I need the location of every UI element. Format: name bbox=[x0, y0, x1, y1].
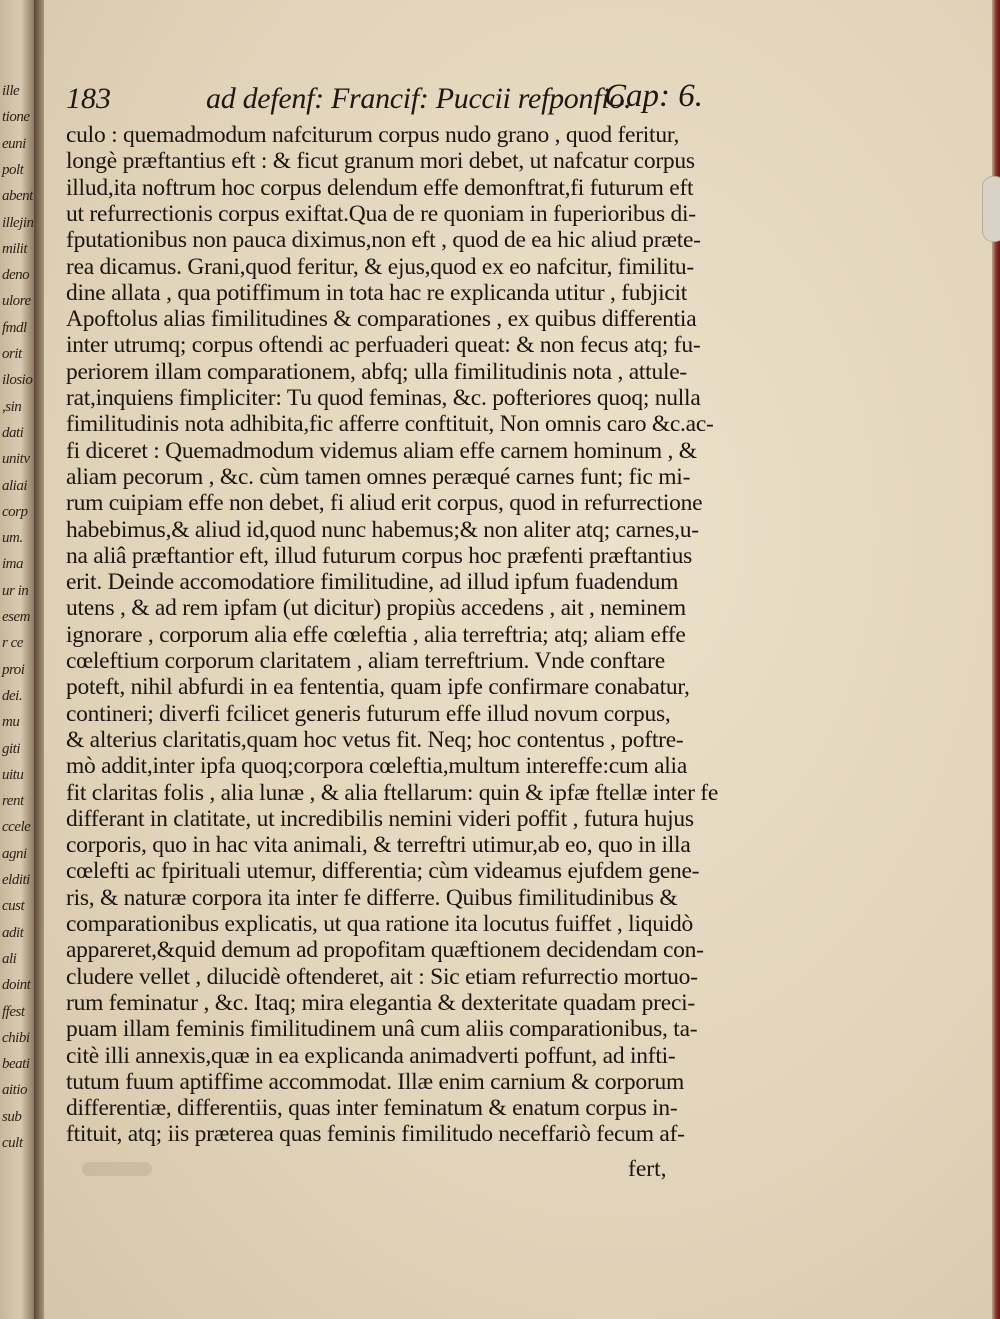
chapter-heading: Cap: 6. bbox=[604, 78, 703, 114]
facing-page-fragment: um. bbox=[2, 530, 23, 547]
facing-page-fragment: adit bbox=[2, 924, 24, 941]
text-line: rum feminatur , &c. Itaq; mira elegantia & dexteritate quadam preci- bbox=[66, 989, 695, 1016]
facing-page-fragment: fmdl bbox=[2, 319, 27, 336]
text-line: longè præftantius eft : & ficut granum mori debet, ut nafcatur corpus bbox=[66, 148, 695, 175]
facing-page-fragment: deno bbox=[2, 267, 30, 284]
facing-page-fragment: aliai bbox=[2, 477, 28, 494]
text-line: fimilitudinis nota adhibita,fic afferre conftituit, Non omnis caro &c.ac- bbox=[66, 411, 714, 438]
facing-page-fragment: rent bbox=[2, 793, 24, 810]
facing-page-fragment: orit bbox=[2, 346, 22, 362]
facing-page-fragment: illejin bbox=[2, 214, 34, 231]
text-line: ris, & naturæ corpora ita inter fe differre. Quibus fimilitudinibus & bbox=[66, 884, 678, 911]
text-line: citè illi annexis,quæ in ea explicanda animadverti poffunt, ad infti- bbox=[66, 1042, 676, 1069]
facing-page-fragment: aitio bbox=[2, 1082, 28, 1099]
facing-page-fragment: cust bbox=[2, 898, 25, 915]
text-line: erit. Deinde accomodatiore fimilitudine, ad illud ipfum fuadendum bbox=[66, 569, 679, 596]
text-line: fputationibus non pauca diximus,non eft , quod de ea hic aliud præte- bbox=[66, 227, 701, 254]
text-line: inter utrumq; corpus oftendi ac perfuaderi queat: & non fecus atq; fu- bbox=[66, 332, 701, 359]
facing-page-fragment: milit bbox=[2, 240, 28, 257]
text-line: cœlefti ac fpirituali utemur, differentia; cùm videamus ejufdem gene- bbox=[66, 858, 700, 885]
facing-page-fragment: proi bbox=[2, 661, 25, 678]
text-line: corporis, quo in hac vita animali, & terreftri utimur,ab eo, quo in illa bbox=[66, 832, 691, 859]
catchword: fert, bbox=[628, 1156, 667, 1182]
text-line: & alterius claritatis,quam hoc vetus fit. Neq; hoc contentus , poftre- bbox=[66, 726, 684, 753]
text-line: fit claritas folis , alia lunæ , & alia ftellarum: quin & ipfæ ftellæ inter fe bbox=[66, 779, 719, 806]
text-line: periorem illam comparationem, abfq; ulla fimilitudinis nota , attule- bbox=[66, 358, 687, 385]
text-line: cœleftium corporum claritatem , aliam terreftrium. Vnde conftare bbox=[66, 648, 665, 674]
facing-page-fragment: r ce bbox=[2, 635, 23, 652]
text-line: tutum fuum aptiffime accommodat. Illæ enim carnium & corporum bbox=[66, 1068, 685, 1095]
facing-page-fragment: chibi bbox=[2, 1029, 30, 1046]
text-line: illud,ita noftrum hoc corpus delendum effe demonftrat,fi futurum eft bbox=[66, 174, 694, 201]
page-header bbox=[66, 78, 726, 122]
facing-page-edge bbox=[0, 0, 34, 1319]
facing-page-fragment: ffest bbox=[2, 1003, 25, 1020]
text-line: utens , & ad rem ipfam (ut dicitur) propiùs accedens , ait , neminem bbox=[66, 595, 686, 622]
facing-page-fragment: esem bbox=[2, 609, 30, 625]
facing-page-fragment: euni bbox=[2, 135, 26, 152]
facing-page-fragment: elditi bbox=[2, 872, 30, 888]
facing-page-fragment: ima bbox=[2, 556, 23, 573]
facing-page-fragment: unitv bbox=[2, 451, 30, 468]
facing-page-fragment: polt bbox=[2, 161, 24, 178]
text-line: contineri; diverfi fcilicet generis futurum effe illud novum corpus, bbox=[66, 700, 671, 727]
text-line: fi diceret : Quemadmodum videmus aliam effe carnem hominum , & bbox=[66, 437, 697, 464]
text-line: Apoftolus alias fimilitudines & comparationes , ex quibus differentia bbox=[66, 306, 697, 333]
text-line: dine allata , qua potiffimum in tota hac re explicanda utitur , fubjicit bbox=[66, 279, 688, 306]
text-line: appareret,&quid demum ad propofitam quæftionem decidendam con- bbox=[66, 937, 704, 964]
text-line: differentiæ, differentiis, quas inter feminatum & enatum corpus in- bbox=[66, 1095, 678, 1122]
text-line: comparationibus explicatis, ut qua ratione ita locutus fuiffet , liquidò bbox=[66, 911, 694, 937]
ink-smudge bbox=[82, 1162, 152, 1176]
text-line: rat,inquiens fimpliciter: Tu quod feminas, &c. pofteriores quoq; nulla bbox=[66, 385, 701, 411]
facing-page-fragment: uitu bbox=[2, 766, 24, 783]
page-number: 183 bbox=[66, 82, 111, 115]
facing-page-fragment: dei. bbox=[2, 687, 23, 704]
facing-page-fragment: abent bbox=[2, 188, 33, 205]
facing-page-fragment: giti bbox=[2, 740, 21, 757]
text-line: culo : quemadmodum nafciturum corpus nudo grano , quod feritur, bbox=[66, 122, 680, 148]
text-line: ftituit, atq; iis præterea quas feminis fimilitudo neceffariò fecum af- bbox=[66, 1121, 685, 1148]
facing-page-fragment: ille bbox=[2, 83, 20, 99]
text-line: aliam pecorum , &c. cùm tamen omnes peræqué carnes funt; fic mi- bbox=[66, 463, 691, 490]
facing-page-fragment: mu bbox=[2, 714, 20, 731]
facing-page-fragment: ulore bbox=[2, 293, 31, 310]
facing-page-fragment: dati bbox=[2, 424, 24, 441]
facing-page-fragment: tione bbox=[2, 109, 30, 126]
facing-page-fragment: ,sin bbox=[2, 398, 22, 415]
text-line: habebimus,& aliud id,quod nunc habemus;& non aliter atq; carnes,u- bbox=[66, 516, 699, 543]
book-gutter bbox=[34, 0, 44, 1319]
facing-page-fragment: ilosio bbox=[2, 372, 33, 389]
facing-page-fragment: ali bbox=[2, 950, 17, 967]
text-line: ignorare , corporum alia effe cœleftia , alia terreftria; atq; aliam effe bbox=[66, 621, 686, 648]
facing-page-fragment: sub bbox=[2, 1108, 22, 1125]
facing-page-fragment: ur in bbox=[2, 582, 29, 599]
text-line: cludere vellet , dilucidè oftenderet, ait : Sic etiam refurrectio mortuo- bbox=[66, 963, 698, 990]
facing-page-fragment: ccele bbox=[2, 819, 31, 836]
text-line: rea dicamus. Grani,quod feritur, & ejus,quod ex eo nafcitur, fimilitu- bbox=[66, 253, 694, 280]
text-line: poteft, nihil abfurdi in ea fententia, quam ipfe confirmare conabatur, bbox=[66, 674, 690, 701]
facing-page-fragment: doint bbox=[2, 977, 31, 994]
facing-page-fragment: cult bbox=[2, 1135, 23, 1151]
facing-page-fragment: agni bbox=[2, 845, 27, 862]
text-line: rum cuipiam effe non debet, fi aliud erit corpus, quod in refurrectione bbox=[66, 490, 703, 517]
text-line: na aliâ præftantior eft, illud futurum corpus hoc præfenti præftantius bbox=[66, 542, 692, 569]
facing-page-fragment: beati bbox=[2, 1056, 30, 1073]
page-tab-marker bbox=[982, 176, 1000, 242]
text-line: mò addit,inter ipfa quoq;corpora cœleftia,multum intereffe:cum alia bbox=[66, 753, 688, 780]
facing-page-fragment: corp bbox=[2, 503, 28, 520]
text-line: differant in clatitate, ut incredibilis nemini videri poffit , futura hujus bbox=[66, 805, 694, 832]
text-line: puam illam feminis fimilitudinem unâ cum aliis comparationibus, ta- bbox=[66, 1016, 698, 1043]
text-line: ut refurrectionis corpus exiftat.Qua de re quoniam in fuperioribus di- bbox=[66, 200, 696, 227]
running-title: ad defenf: Francif: Puccii refponfio. bbox=[206, 82, 632, 115]
